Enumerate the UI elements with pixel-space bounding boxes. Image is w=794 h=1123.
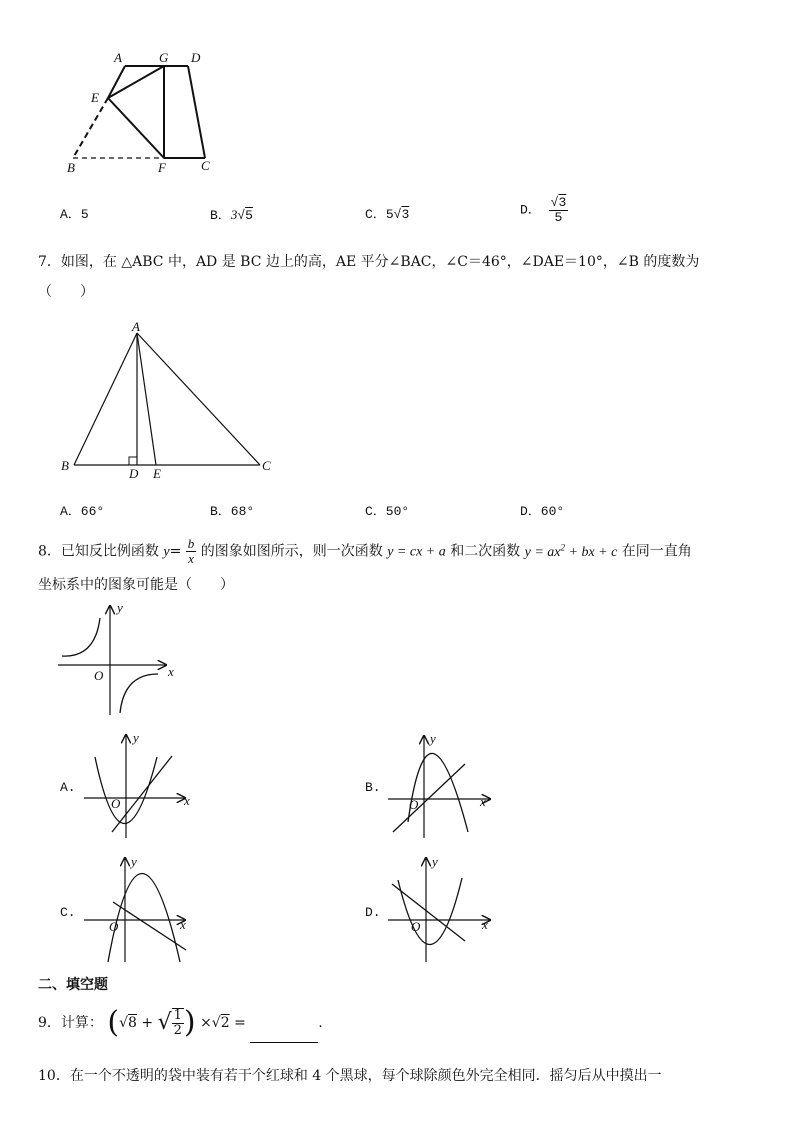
q7-option-a[interactable]: A．66° <box>60 504 105 519</box>
paren-open: ( <box>107 1005 120 1040</box>
fraction: $\frac{√3}{5}$ <box>550 195 567 225</box>
q7-option-d[interactable]: D．60° <box>520 504 565 519</box>
q7-stem-tail: （ ） <box>38 284 94 300</box>
q7-stem: 7．如图，在 △ABC 中，AD 是 BC 边上的高，AE 平分∠BAC，∠C＝46°，∠DAE＝10°，∠B 的度数为 <box>38 254 700 270</box>
svg-text:x: x <box>482 917 488 932</box>
label-B: B <box>61 458 69 473</box>
q7-option-b[interactable]: B．68° <box>210 504 255 519</box>
label-E: E <box>91 90 99 105</box>
q8-stem-line2: 坐标系中的图象可能是（ ） <box>38 577 234 593</box>
svg-text:x: x <box>480 794 486 809</box>
svg-text:x: x <box>180 917 186 932</box>
label-E: E <box>153 466 161 481</box>
sqrt-symbol: √ <box>237 208 246 223</box>
q8-option-b-graph <box>385 730 505 840</box>
label-A: A <box>132 319 140 334</box>
q7-triangle-figure <box>58 318 278 483</box>
q8-option-b[interactable]: B. <box>365 780 381 795</box>
q7-option-c[interactable]: C．50° <box>365 504 410 519</box>
q8-hyperbola-graph <box>55 600 185 720</box>
parabola <box>108 874 180 963</box>
svg-text:x: x <box>168 664 174 679</box>
q8-option-c-graph <box>80 852 200 967</box>
svg-text:O: O <box>109 919 119 934</box>
q8-option-d[interactable]: D. <box>365 905 381 920</box>
svg-text:x: x <box>184 793 190 808</box>
parabola <box>408 753 468 832</box>
section-title: 二、填空题 <box>38 977 108 993</box>
q8-option-d-graph <box>385 852 505 967</box>
paren-close: ) <box>183 1005 196 1040</box>
seg-AE-bisector <box>137 333 156 465</box>
line <box>112 756 172 832</box>
parabola <box>398 878 462 945</box>
label-D: D <box>129 466 139 481</box>
hyperbola-branch-right <box>120 674 158 713</box>
q8-stem: 8．已知反比例函数 y= $\frac{b}{x}$ 的图象如图所示，则一次函数 y = cx + a 和二次函数 $y = ax^2$ + bx + c 在同一直角 <box>38 536 692 567</box>
right-angle-mark <box>129 457 137 465</box>
line <box>393 764 465 832</box>
sqrt-symbol: √ <box>393 207 402 222</box>
svg-text:y: y <box>117 600 123 615</box>
label-G: G <box>159 50 169 65</box>
q6-option-a[interactable]: A．5 <box>60 207 89 222</box>
hyperbola-branch-left <box>62 618 100 656</box>
seg-DC <box>188 66 205 158</box>
fraction-one-half: $\frac{1}{2}$ <box>173 1008 182 1038</box>
seg-EB-dashed <box>73 98 108 158</box>
svg-text:O: O <box>411 919 421 934</box>
label-B: B <box>67 160 75 175</box>
q9: 9．计算： (√8 + √ $\frac{1}{2}$ ) ×√2 = . <box>38 1003 323 1043</box>
svg-text:y: y <box>131 854 137 869</box>
svg-text:y: y <box>133 730 139 745</box>
seg-EF <box>108 98 164 158</box>
svg-text:y: y <box>430 731 436 746</box>
label-C: C <box>201 158 210 173</box>
svg-text:O: O <box>409 797 419 812</box>
answer-blank[interactable] <box>250 1028 318 1043</box>
label-A: A <box>114 50 122 65</box>
fraction-b-over-x: $\frac{b}{x}$ <box>187 536 195 567</box>
q8-option-c[interactable]: C. <box>60 905 76 920</box>
line <box>113 902 186 950</box>
q6-trapezoid-figure <box>60 48 220 178</box>
line <box>392 884 465 941</box>
q8-option-a[interactable]: A. <box>60 780 76 795</box>
svg-text:y: y <box>432 854 438 869</box>
q6-option-d[interactable]: D． $\frac{√3}{5}$ <box>520 195 567 225</box>
seg-AC <box>137 333 260 465</box>
q6-option-b[interactable]: B．3√5 <box>210 207 253 223</box>
label-F: F <box>158 160 166 175</box>
seg-AB <box>74 333 137 465</box>
q6-option-c[interactable]: C．5√3 <box>365 207 410 222</box>
label-D: D <box>191 50 201 65</box>
svg-text:O: O <box>94 668 104 683</box>
q8-option-a-graph <box>80 730 200 840</box>
svg-text:O: O <box>111 796 121 811</box>
q10-stem: 10．在一个不透明的袋中装有若干个红球和 4 个黑球，每个球除颜色外完全相同．摇匀后从中摸出一 <box>38 1068 662 1084</box>
label-C: C <box>262 458 271 473</box>
